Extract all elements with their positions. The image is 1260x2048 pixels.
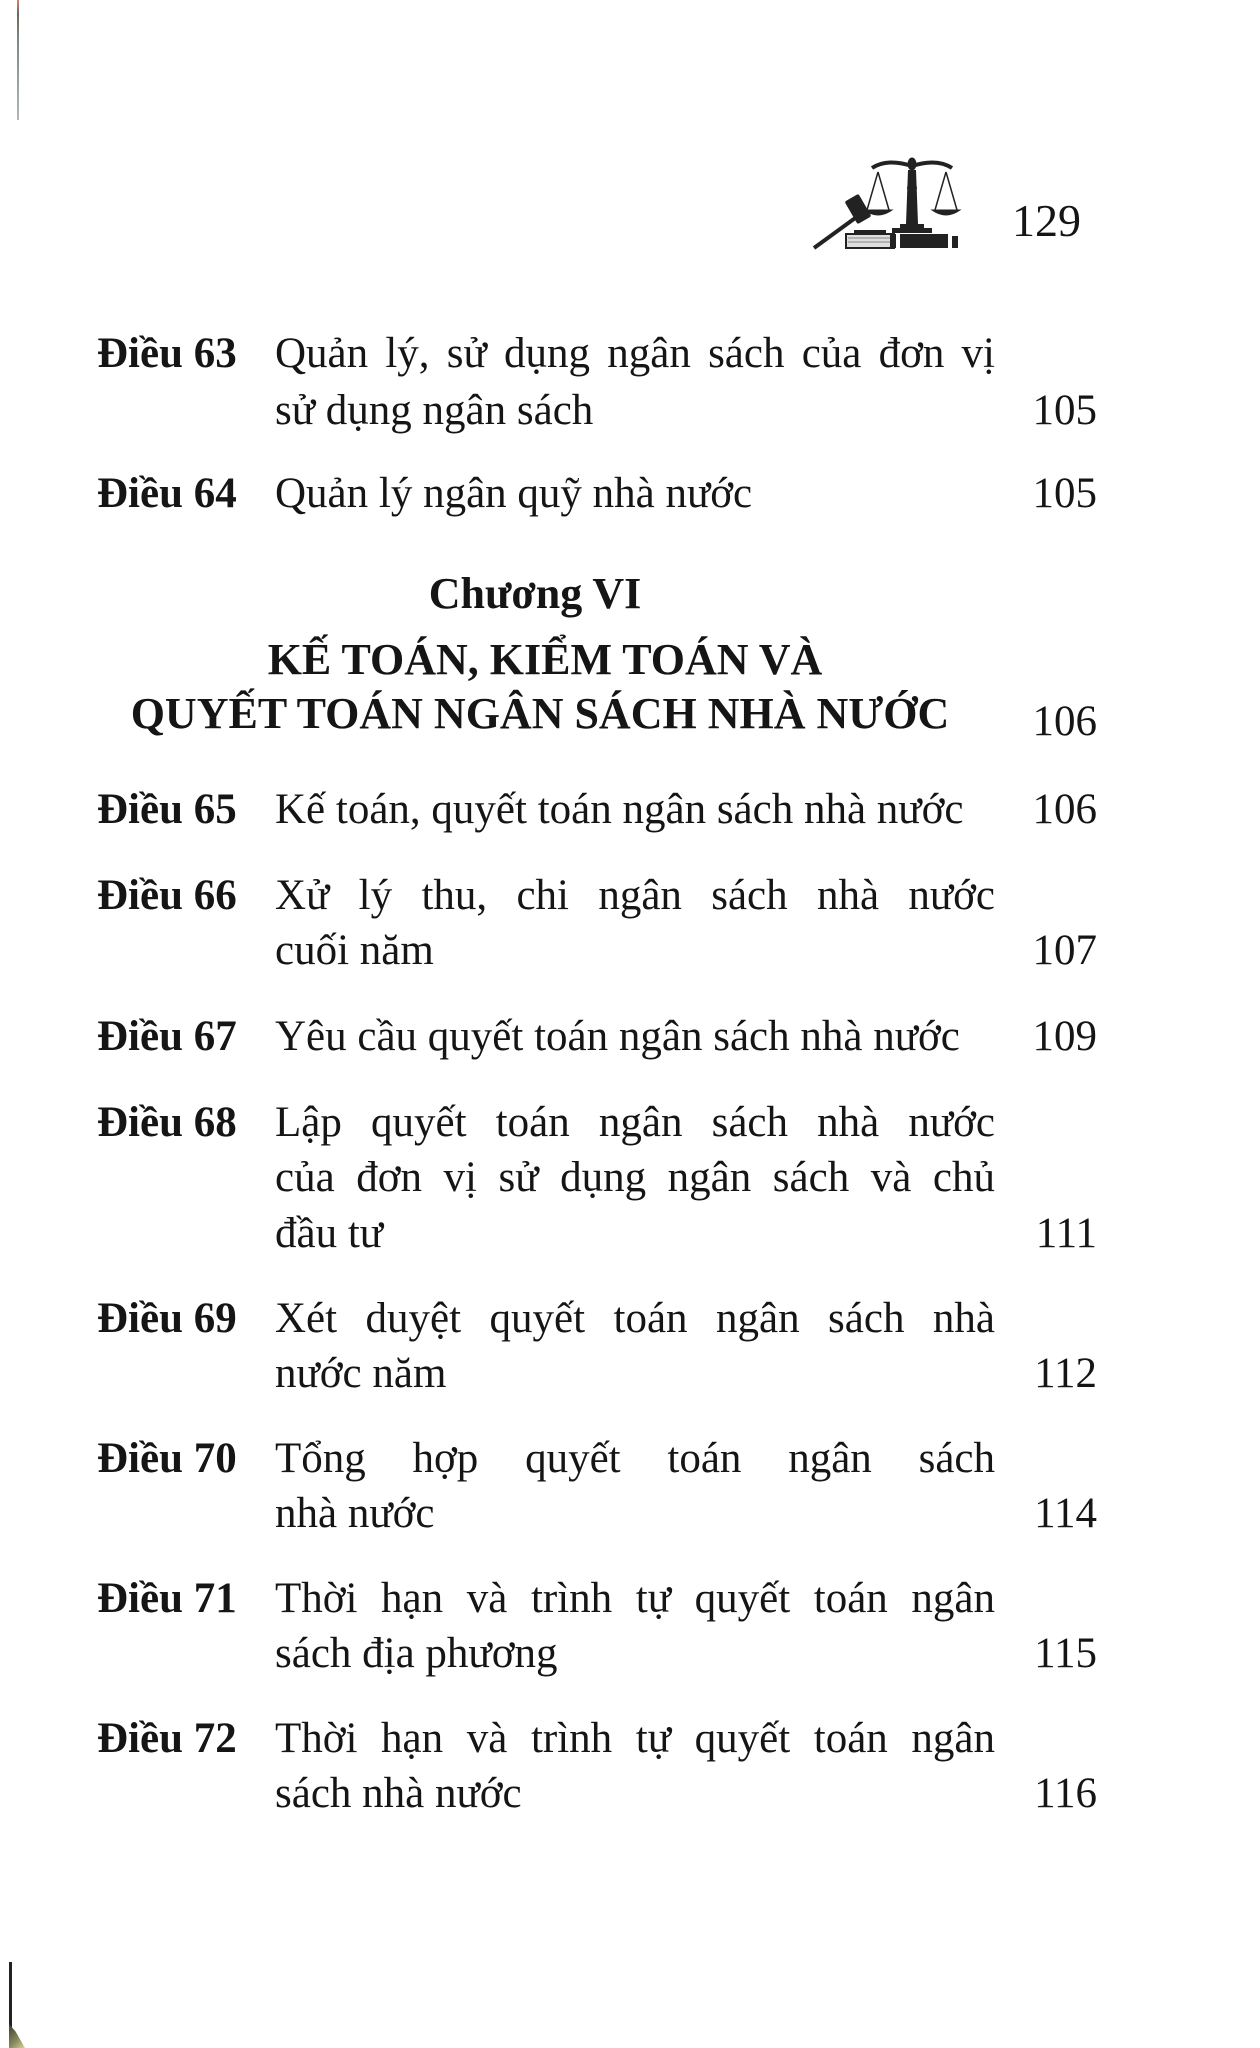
toc-entry-title-line: Thời hạn và trình tự quyết toán ngân — [275, 1715, 995, 1762]
toc-entry-label: Điều 65 — [97, 786, 237, 833]
page-edge-top — [17, 0, 19, 120]
toc-entry-title-line: sử dụng ngân sách — [275, 387, 594, 434]
toc-entry-title-line: Thời hạn và trình tự quyết toán ngân — [275, 1575, 995, 1622]
toc-entry-label: Điều 72 — [97, 1715, 237, 1762]
toc-entry-label: Điều 63 — [97, 330, 237, 377]
chapter-page: 106 — [1032, 698, 1097, 745]
toc-entry-title-line: Kế toán, quyết toán ngân sách nhà nước — [275, 786, 964, 833]
toc-entry-title-line: Quản lý, sử dụng ngân sách của đơn vị — [275, 330, 995, 377]
toc-entry-page: 116 — [1034, 1770, 1097, 1817]
toc-entry-label: Điều 64 — [97, 470, 237, 517]
toc-entry-page: 111 — [1035, 1210, 1097, 1257]
chapter-number: Chương VI — [428, 569, 642, 618]
page-edge-bottom — [9, 1962, 12, 2048]
toc-entry-title-line: cuối năm — [275, 927, 434, 974]
toc-entry-title-line: Xét duyệt quyết toán ngân sách nhà — [275, 1295, 995, 1342]
toc-entry-page: 107 — [1032, 927, 1097, 974]
toc-entry-title-line: Lập quyết toán ngân sách nhà nước — [275, 1099, 995, 1146]
chapter-title-line: QUYẾT TOÁN NGÂN SÁCH NHÀ NƯỚC — [130, 689, 950, 738]
toc-entry-label: Điều 69 — [97, 1295, 237, 1342]
toc-entry-title-line: Xử lý thu, chi ngân sách nhà nước — [275, 872, 995, 919]
toc-entry-page: 112 — [1034, 1350, 1097, 1397]
toc-entry-label: Điều 66 — [97, 872, 237, 919]
scales-of-justice-icon — [812, 138, 984, 252]
toc-entry-label: Điều 68 — [97, 1099, 237, 1146]
toc-entry-label: Điều 67 — [97, 1013, 237, 1060]
toc-entry-title-line: đầu tư — [275, 1210, 384, 1257]
toc-entry-title-line: nhà nước — [275, 1490, 435, 1537]
toc-entry-page: 105 — [1032, 470, 1097, 517]
toc-entry-label: Điều 71 — [97, 1575, 237, 1622]
page-number: 129 — [1012, 195, 1081, 246]
toc-entry-title-line: sách địa phương — [275, 1630, 558, 1677]
toc-entry-title-line: Quản lý ngân quỹ nhà nước — [275, 470, 753, 517]
toc-entry-page: 109 — [1032, 1013, 1097, 1060]
toc-entry-page: 105 — [1032, 387, 1097, 434]
chapter-title-line: KẾ TOÁN, KIỂM TOÁN VÀ — [267, 635, 823, 684]
toc-entry-page: 106 — [1032, 786, 1097, 833]
toc-entry-page: 115 — [1034, 1630, 1097, 1677]
toc-entry-page: 114 — [1034, 1490, 1097, 1537]
toc-entry-title-line: của đơn vị sử dụng ngân sách và chủ — [275, 1154, 995, 1201]
toc-entry-title-line: Yêu cầu quyết toán ngân sách nhà nước — [275, 1013, 960, 1060]
toc-entry-title-line: nước năm — [275, 1350, 447, 1397]
toc-entry-label: Điều 70 — [97, 1435, 237, 1482]
toc-entry-title-line: Tổng hợp quyết toán ngân sách — [275, 1435, 995, 1482]
toc-entry-title-line: sách nhà nước — [275, 1770, 522, 1817]
